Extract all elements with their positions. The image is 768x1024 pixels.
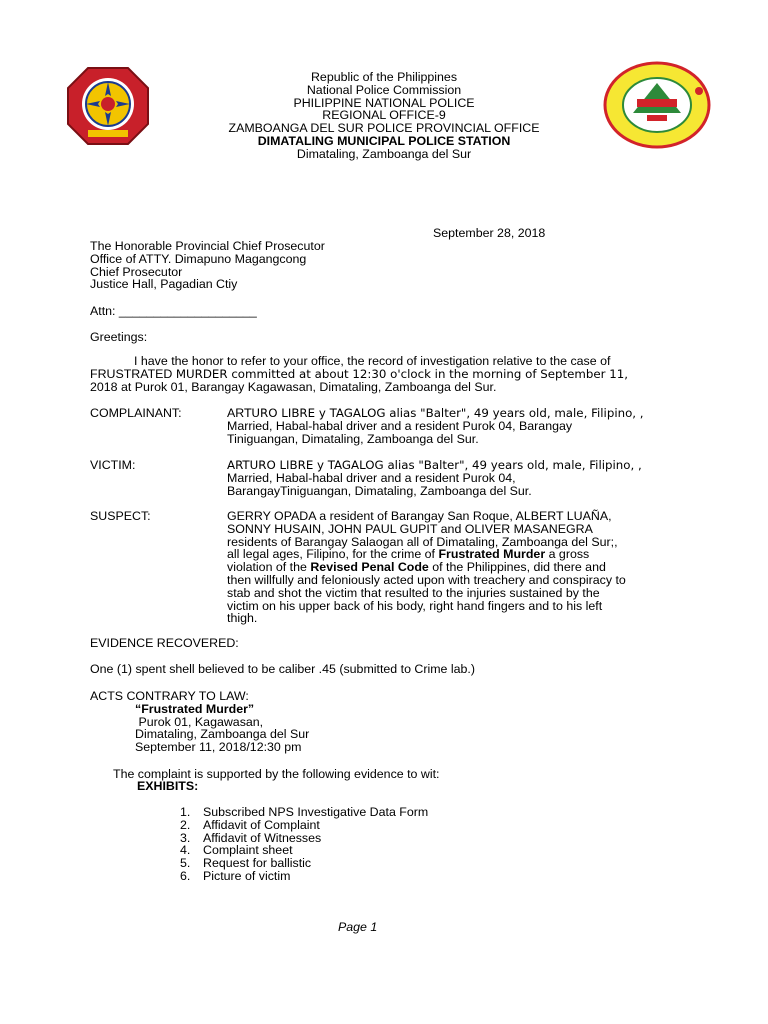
suspect-line: GERRY OPADA a resident of Barangay San Roque, ALBERT LUAÑA, bbox=[227, 509, 612, 523]
pnp-seal-logo bbox=[66, 66, 150, 146]
page-number: Page 1 bbox=[338, 920, 378, 934]
suspect-text: a gross bbox=[545, 547, 590, 562]
intro-line: I have the honor to refer to your office, the record of investigation relative to the case of bbox=[134, 354, 611, 368]
suspect-label: SUSPECT: bbox=[90, 509, 151, 523]
letterhead-line-provincial-office: ZAMBOANGA DEL SUR POLICE PROVINCIAL OFFICE bbox=[228, 121, 540, 136]
list-number: 5. bbox=[180, 856, 191, 871]
addressee-line: The Honorable Provincial Chief Prosecutor bbox=[90, 239, 325, 253]
greeting: Greetings: bbox=[90, 330, 148, 344]
suspect-text: all legal ages, Filipino, for the crime of bbox=[227, 547, 439, 562]
complainant-line bbox=[227, 407, 687, 420]
acts-place: Purok 01, Kagawasan, bbox=[135, 714, 264, 729]
complainant-initial: AR bbox=[227, 406, 245, 420]
complainant-name-rest: TURO LIBRE y TAGALOG alias "Balter", 49 years old, male, Filipino, , bbox=[244, 406, 644, 420]
intro-crime-word: FRUSTRATED bbox=[90, 366, 176, 381]
list-text: Subscribed NPS Investigative Data Form bbox=[203, 805, 429, 819]
acts-place: Dimataling, Zamboanga del Sur bbox=[135, 727, 310, 742]
victim-line: BarangayTiniguangan, Dimataling, Zamboanga del Sur. bbox=[227, 483, 532, 498]
evidence-item: One (1) spent shell believed to be caliber .45 (submitted to Crime lab.) bbox=[90, 662, 475, 676]
intro-line bbox=[90, 368, 628, 381]
suspect-details bbox=[227, 510, 687, 625]
suspect-line: stab and shot the victim that resulted to the injuries sustained by the bbox=[227, 585, 600, 600]
list-text: Affidavit of Witnesses bbox=[203, 830, 322, 845]
list-text: Complaint sheet bbox=[203, 843, 293, 858]
complainant-line: Married, Habal-habal driver and a resident Purok 04, Barangay bbox=[227, 418, 573, 433]
exhibits-list bbox=[180, 806, 428, 883]
letterhead-line-republic: Republic of the Philippines bbox=[310, 70, 458, 84]
letterhead-location: Dimataling, Zamboanga del Sur bbox=[296, 146, 472, 161]
victim-details bbox=[227, 459, 687, 497]
letter-date: September 28, 2018 bbox=[433, 226, 546, 240]
suspect-text: of the Philippines, did there and bbox=[428, 560, 606, 575]
letterhead-line-napolcom: National Police Commission bbox=[306, 82, 462, 97]
addressee-line: Chief Prosecutor bbox=[90, 264, 183, 279]
evidence-heading: EVIDENCE RECOVERED: bbox=[90, 636, 239, 650]
suspect-line: thigh. bbox=[227, 611, 258, 626]
list-number: 1. bbox=[180, 805, 191, 819]
letterhead bbox=[184, 71, 584, 161]
victim-line: Married, Habal-habal driver and a resident Purok 04, bbox=[227, 470, 516, 485]
municipality-seal-logo bbox=[603, 61, 711, 149]
letterhead-line-pnp: PHILIPPINE NATIONAL POLICE bbox=[293, 95, 475, 110]
complainant-line: Tiniguangan, Dimataling, Zamboanga del Sur. bbox=[227, 431, 479, 446]
addressee-block bbox=[90, 240, 325, 291]
letterhead-line-region: REGIONAL OFFICE-9 bbox=[322, 108, 446, 123]
attention-line: Attn: ____________________ bbox=[90, 304, 257, 318]
victim-line: ARTURO LIBRE y TAGALOG alias "Balter", 49 years old, male, Filipino, , bbox=[227, 458, 642, 472]
complainant-label: COMPLAINANT: bbox=[90, 406, 182, 420]
acts-block bbox=[90, 690, 309, 754]
suspect-text: violation of the bbox=[227, 560, 311, 575]
exhibits-heading: EXHIBITS: bbox=[137, 779, 199, 793]
addressee-line: Justice Hall, Pagadian Ctiy bbox=[90, 277, 238, 292]
list-text: Picture of victim bbox=[203, 868, 291, 883]
support-line: The complaint is supported by the following evidence to wit: bbox=[113, 767, 440, 781]
list-item bbox=[180, 870, 428, 883]
acts-heading: ACTS CONTRARY TO LAW: bbox=[90, 689, 249, 703]
intro-line-rest: MURDER committed at about 12:30 o'clock in the morning of September 11, bbox=[175, 366, 628, 381]
list-number: 4. bbox=[180, 843, 191, 858]
suspect-line: victim on his upper back of his body, right hand fingers and to his left bbox=[227, 598, 603, 613]
suspect-line: SONNY HUSAIN, JOHN PAUL GUPIT and OLIVER MASANEGRA bbox=[227, 521, 593, 536]
list-text: Affidavit of Complaint bbox=[203, 817, 320, 832]
intro-paragraph bbox=[90, 355, 628, 393]
crime-name: Frustrated Murder bbox=[438, 547, 546, 562]
acts-datetime: September 11, 2018/12:30 pm bbox=[135, 740, 302, 755]
suspect-line: then willfully and feloniously acted upon with treachery and conspiracy to bbox=[227, 572, 626, 587]
list-number: 6. bbox=[180, 868, 191, 883]
suspect-line: residents of Barangay Salaogan all of Dimataling, Zamboanga del Sur;, bbox=[227, 534, 618, 549]
list-number: 3. bbox=[180, 830, 191, 845]
law-name: Revised Penal Code bbox=[310, 560, 429, 575]
addressee-line: Office of ATTY. Dimapuno Magangcong bbox=[90, 251, 307, 266]
list-text: Request for ballistic bbox=[203, 856, 312, 871]
complainant-details bbox=[227, 407, 687, 445]
letterhead-station: DIMATALING MUNICIPAL POLICE STATION bbox=[257, 133, 511, 148]
victim-label: VICTIM: bbox=[90, 458, 136, 472]
intro-line: 2018 at Purok 01, Barangay Kagawasan, Dimataling, Zamboanga del Sur. bbox=[90, 379, 497, 394]
list-number: 2. bbox=[180, 817, 191, 832]
acts-crime: “Frustrated Murder” bbox=[135, 701, 255, 716]
